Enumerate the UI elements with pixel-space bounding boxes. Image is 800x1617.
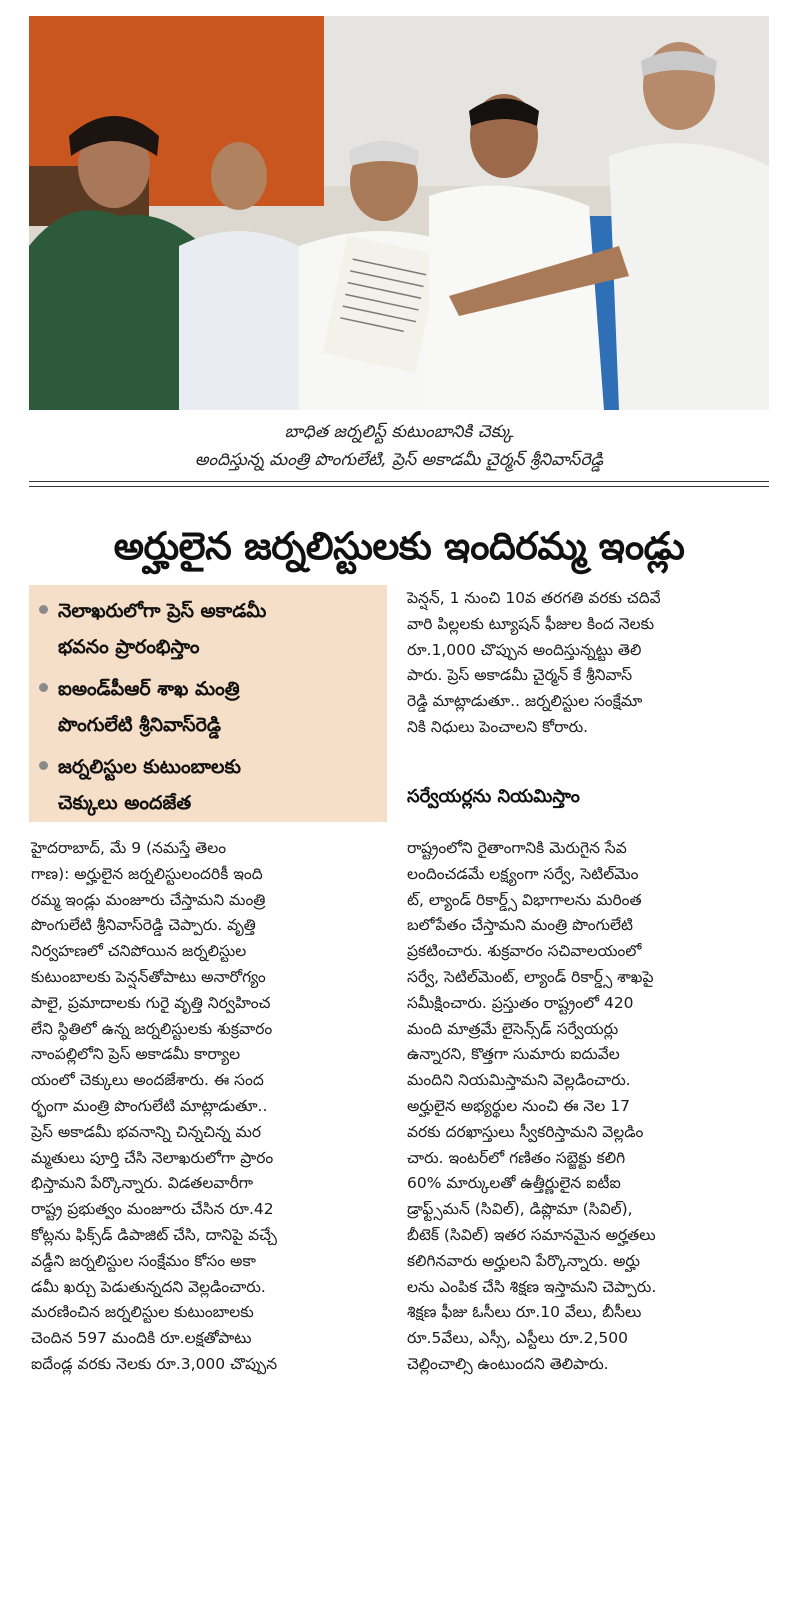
article-line: నికి నిధులు పెంచాలని కోరారు. xyxy=(407,717,589,736)
article-line: రూ.1,000 చొప్పున అందిస్తున్నట్టు తెలి xyxy=(407,640,642,659)
highlight-line: భవనం ప్రారంభిస్తాం xyxy=(58,636,200,658)
article-line: చారు. ఇంటర్‌లో గణితం సబ్జెక్టు కలిగి xyxy=(407,1148,626,1167)
article-line: రాష్ట్రంలోని రైతాంగానికి మెరుగైన సేవ xyxy=(407,839,627,857)
bullet-icon xyxy=(39,605,48,614)
article-line: ర్భంగా మంత్రి పొంగులేటి మాట్లాడుతూ.. xyxy=(31,1096,268,1115)
caption-line-2: అందిస్తున్న మంత్రి పొంగులేటి, ప్రెస్ అకాడమీ చైర్మన్ శ్రీనివాస్‌రెడ్డి xyxy=(194,450,604,470)
article-line: మందిని నియమిస్తామని వెల్లడించారు. xyxy=(407,1071,631,1090)
highlights-box xyxy=(29,585,387,822)
highlight-line: ఐఅండ్‌పీఆర్ శాఖ మంత్రి xyxy=(58,678,240,700)
article-left-column xyxy=(31,836,383,1378)
article-line: మంది మాత్రమే లైసెన్స్‌డ్ సర్వేయర్లు xyxy=(407,1019,619,1038)
subheading: సర్వేయర్లను నియమిస్తాం xyxy=(407,786,580,807)
highlight-line: చెక్కులు అందజేత xyxy=(58,792,192,814)
highlight-line: జర్నలిస్టుల కుటుంబాలకు xyxy=(58,756,241,778)
article-line: రమ్మ ఇండ్లు మంజూరు చేస్తామని మంత్రి xyxy=(31,890,266,909)
article-line: శిక్షణ ఫీజు ఓసీలు రూ.10 వేలు, బీసీలు xyxy=(407,1303,642,1322)
article-line: కుటుంబాలకు పెన్షన్‌తోపాటు అనారోగ్యం xyxy=(31,967,266,986)
article-line: వరకు దరఖాస్తులు స్వీకరిస్తామని వెల్లడిం xyxy=(407,1122,644,1141)
article-line: రెడ్డి మాట్లాడుతూ.. జర్నలిస్టుల సంక్షేమా xyxy=(407,692,643,711)
article-line: రాష్ట్ర ప్రభుత్వం మంజూరు చేసిన రూ.42 xyxy=(31,1200,274,1219)
article-line: గాణ): అర్హులైన జర్నలిస్టులందరికీ ఇంది xyxy=(31,864,263,883)
divider-top-2 xyxy=(29,486,769,487)
article-line: వారి పిల్లలకు ట్యూషన్ ఫీజుల కింద నెలకు xyxy=(407,614,655,633)
highlight-line: పొంగులేటి శ్రీనివాస్‌రెడ్డి xyxy=(58,714,221,736)
caption-line-1: బాధిత జర్నలిస్ట్ కుటుంబానికి చెక్కు xyxy=(284,422,514,442)
article-line: చెల్లించాల్సి ఉంటుందని తెలిపారు. xyxy=(407,1354,609,1373)
article-line: ప్రకటించారు. శుక్రవారం సచివాలయంలో xyxy=(407,942,642,961)
article-line: సర్వే, సెటిల్‌మెంట్, ల్యాండ్ రికార్డ్స్ శాఖపై xyxy=(407,967,654,986)
highlight-line: నెలాఖరులోగా ప్రెస్ అకాడమీ xyxy=(58,600,267,622)
article-line: బీటెక్ (సివిల్) ఇతర సమానమైన అర్హతలు xyxy=(407,1225,656,1244)
article-line: చెందిన 597 మందికి రూ.లక్షతోపాటు xyxy=(31,1329,252,1348)
article-line: హైదరాబాద్, మే 9 (నమస్తే తెలం xyxy=(31,839,227,857)
highlight-item xyxy=(35,671,381,743)
article-line: ప్రెస్ అకాడమీ భవనాన్ని చిన్నచిన్న మర xyxy=(31,1122,262,1141)
article-line: 60% మార్కులతో ఉత్తీర్ణులైన ఐటీఐ xyxy=(407,1174,621,1193)
article-line: లందించడమే లక్ష్యంగా సర్వే, సెటిల్‌మెం xyxy=(407,864,639,883)
article-line: ట్, ల్యాండ్ రికార్డ్స్ విభాగాలను మరింత xyxy=(407,890,642,909)
article-line: ఉన్నారని, కొత్తగా సుమారు ఐదువేల xyxy=(407,1045,620,1064)
article-line: కలిగినవారు అర్హులని పేర్కొన్నారు. అర్హు xyxy=(407,1251,640,1270)
article-line: అర్హులైన అభ్యర్థుల నుంచి ఈ నెల 17 xyxy=(407,1096,630,1115)
article-line: రూ.5వేలు, ఎస్సీ, ఎస్టీలు రూ.2,500 xyxy=(407,1329,628,1348)
article-right-column-top xyxy=(407,586,767,741)
article-line: పాలై, ప్రమాదాలకు గురై వృత్తి నిర్వహించ xyxy=(31,993,271,1012)
highlight-item xyxy=(35,593,381,665)
article-line: మరణించిన జర్నలిస్టుల కుటుంబాలకు xyxy=(31,1303,254,1322)
article-line: యంలో చెక్కులు అందజేశారు. ఈ సంద xyxy=(31,1071,264,1090)
article-line: భిస్తామని పేర్కొన్నారు. విడతలవారీగా xyxy=(31,1174,254,1193)
bullet-icon xyxy=(39,761,48,770)
article-line: కోట్లను ఫిక్స్‌డ్ డిపాజిట్ చేసి, దానిపై వచ్చే xyxy=(31,1225,277,1244)
divider-top xyxy=(29,481,769,482)
article-line: డ్రాఫ్ట్స్‌మన్ (సివిల్), డిప్లొమా (సివిల్), xyxy=(407,1200,633,1219)
article-line: బలోపేతం చేస్తామని మంత్రి పొంగులేటి xyxy=(407,916,633,935)
article-line: పారు. ప్రెస్ అకాడమీ చైర్మన్ కే శ్రీనివాస్ xyxy=(407,666,633,685)
photo-caption xyxy=(29,418,769,474)
article-line: సమీక్షించారు. ప్రస్తుతం రాష్ట్రంలో 420 xyxy=(407,993,634,1012)
article-line: పెన్షన్, 1 నుంచి 10వ తరగతి వరకు చదివే xyxy=(407,589,661,607)
article-line: వడ్డీని జర్నలిస్టుల సంక్షేమం కోసం అకా xyxy=(31,1251,256,1270)
highlight-item xyxy=(35,749,381,821)
bullet-icon xyxy=(39,683,48,692)
article-line: లేని స్థితిలో ఉన్న జర్నలిస్టులకు శుక్రవారం xyxy=(31,1019,273,1038)
article-line: పొంగులేటి శ్రీనివాస్‌రెడ్డి చెప్పారు. వృత్తి xyxy=(31,916,256,935)
headline: అర్హులైన జర్నలిస్టులకు ఇందిరమ్మ ఇండ్లు xyxy=(113,524,685,568)
article-line: నాంపల్లిలోని ప్రెస్ అకాడమీ కార్యాల xyxy=(31,1045,241,1064)
article-line: ఐదేండ్ల వరకు నెలకు రూ.3,000 చొప్పున xyxy=(31,1354,278,1373)
article-line: నిర్వహణలో చనిపోయిన జర్నలిస్టుల xyxy=(31,942,247,961)
article-right-column-bottom xyxy=(407,836,767,1378)
article-line: లను ఎంపిక చేసి శిక్షణ ఇస్తామని చెప్పారు. xyxy=(407,1277,657,1296)
article-line: మ్మతులు పూర్తి చేసి నెలాఖరులోగా ప్రారం xyxy=(31,1148,274,1167)
news-photo xyxy=(29,16,769,410)
article-line: డమీ ఖర్చు పెడుతున్నదని వెల్లడించారు. xyxy=(31,1277,266,1296)
